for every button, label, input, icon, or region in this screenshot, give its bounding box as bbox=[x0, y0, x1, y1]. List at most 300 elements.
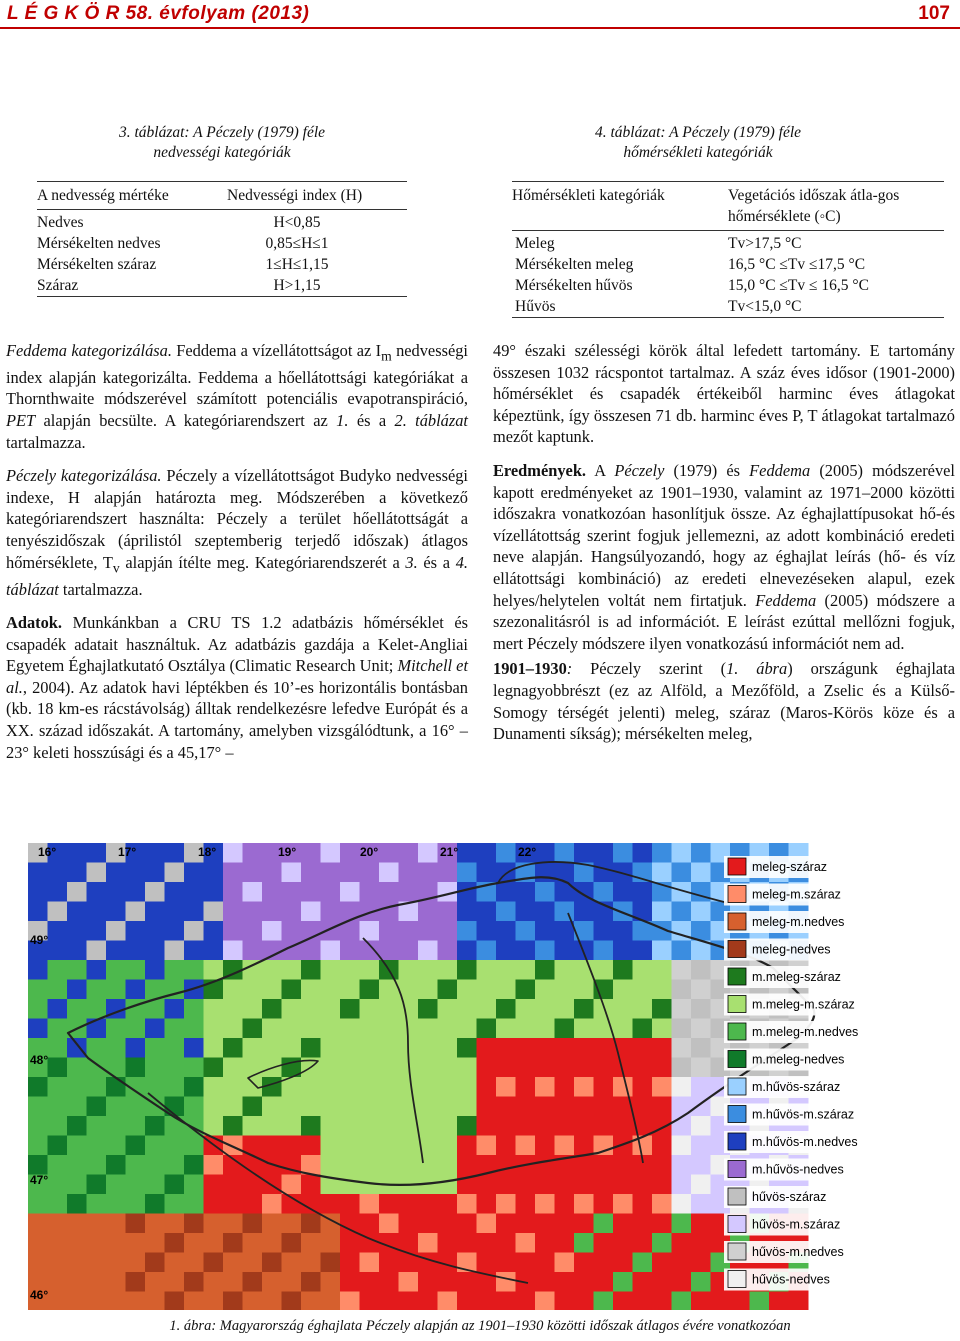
map-cell bbox=[672, 1253, 692, 1273]
map-cell bbox=[106, 902, 126, 922]
map-cell bbox=[379, 1253, 399, 1273]
map-cell bbox=[204, 960, 224, 980]
table-cell: Tv<15,0 °C bbox=[728, 296, 944, 318]
map-cell bbox=[477, 902, 497, 922]
map-cell bbox=[87, 1292, 107, 1311]
map-cell bbox=[418, 1019, 438, 1039]
map-cell bbox=[126, 1058, 146, 1078]
map-cell bbox=[672, 843, 692, 863]
figure-caption: 1. ábra: Magyarország éghajlata Péczely alapján az 1901–1930 közötti időszak átlagos évére vonatkozóan bbox=[169, 1318, 791, 1334]
table-cell: Meleg bbox=[515, 235, 555, 252]
map-cell bbox=[594, 1253, 614, 1273]
map-cell bbox=[496, 1097, 516, 1117]
map-cell bbox=[555, 960, 575, 980]
map-cell bbox=[165, 1272, 185, 1292]
map-cell bbox=[48, 1272, 68, 1292]
map-cell bbox=[165, 1292, 185, 1311]
map-cell bbox=[652, 1136, 672, 1156]
map-cell bbox=[457, 1292, 477, 1311]
map-cell bbox=[477, 921, 497, 941]
map-cell bbox=[165, 1233, 185, 1253]
map-cell bbox=[204, 1214, 224, 1234]
map-cell bbox=[672, 1136, 692, 1156]
map-cell bbox=[496, 941, 516, 961]
map-cell bbox=[223, 1038, 243, 1058]
map-cell bbox=[360, 1272, 380, 1292]
map-cell bbox=[555, 1292, 575, 1311]
map-cell bbox=[399, 941, 419, 961]
map-cell bbox=[457, 980, 477, 1000]
map-cell bbox=[204, 1292, 224, 1311]
map-cell bbox=[672, 902, 692, 922]
map-cell bbox=[360, 1253, 380, 1273]
legend-label: m.hűvös-m.száraz bbox=[752, 1107, 855, 1122]
map-cell bbox=[301, 960, 321, 980]
map-cell bbox=[516, 980, 536, 1000]
map-cell bbox=[477, 1292, 497, 1311]
map-cell bbox=[594, 1194, 614, 1214]
map-cell bbox=[438, 1272, 458, 1292]
map-cell bbox=[379, 999, 399, 1019]
map-cell bbox=[360, 1214, 380, 1234]
map-cell bbox=[204, 1077, 224, 1097]
map-cell bbox=[535, 1038, 555, 1058]
map-cell bbox=[262, 863, 282, 883]
map-cell bbox=[379, 1136, 399, 1156]
map-cell bbox=[223, 980, 243, 1000]
map-cell bbox=[87, 1097, 107, 1117]
map-cell bbox=[672, 1233, 692, 1253]
map-cell bbox=[652, 1233, 672, 1253]
map-cell bbox=[574, 1038, 594, 1058]
map-cell bbox=[379, 843, 399, 863]
map-cell bbox=[340, 1194, 360, 1214]
map-cell bbox=[340, 941, 360, 961]
map-cell bbox=[126, 1292, 146, 1311]
map-cell bbox=[379, 863, 399, 883]
map-cell bbox=[126, 1272, 146, 1292]
map-cell bbox=[340, 1292, 360, 1311]
map-cell bbox=[672, 1272, 692, 1292]
map-cell bbox=[555, 941, 575, 961]
map-cell bbox=[67, 1038, 87, 1058]
map-cell bbox=[223, 902, 243, 922]
map-cell bbox=[418, 1214, 438, 1234]
map-cell bbox=[48, 902, 68, 922]
map-cell bbox=[204, 941, 224, 961]
map-cell bbox=[633, 843, 653, 863]
map-cell bbox=[574, 902, 594, 922]
map-cell bbox=[301, 1019, 321, 1039]
map-cell bbox=[594, 1155, 614, 1175]
map-cell bbox=[555, 1038, 575, 1058]
map-cell bbox=[204, 999, 224, 1019]
map-cell bbox=[321, 843, 341, 863]
map-cell bbox=[477, 1058, 497, 1078]
map-cell bbox=[87, 1116, 107, 1136]
map-cell bbox=[594, 843, 614, 863]
map-cell bbox=[340, 1136, 360, 1156]
map-cell bbox=[204, 902, 224, 922]
table-row bbox=[37, 233, 407, 254]
map-cell bbox=[67, 863, 87, 883]
map-cell bbox=[438, 1175, 458, 1195]
table-cell: Mérsékelten száraz bbox=[37, 256, 157, 273]
map-cell bbox=[67, 1116, 87, 1136]
paragraph-feddema: Feddema kategorizálása. Feddema a vízellátottságot az $I_m$ nedvességi index alapján kategorizálta. Feddema a hőellátottsági kategóriákat a Thornthwaite módszerével számított potenciális evapotranspiráció, PET alapján becsülte. A kategóriarendszert az 1. és a 2. táblázat tartalmazza. bbox=[6, 341, 468, 452]
map-cell bbox=[535, 1116, 555, 1136]
map-cell bbox=[613, 1194, 633, 1214]
map-cell bbox=[204, 1038, 224, 1058]
map-cell bbox=[106, 1058, 126, 1078]
map-cell bbox=[418, 1253, 438, 1273]
map-cell bbox=[457, 1155, 477, 1175]
map-cell bbox=[87, 1253, 107, 1273]
map-cell bbox=[262, 1194, 282, 1214]
map-cell bbox=[340, 1233, 360, 1253]
map-cell bbox=[360, 882, 380, 902]
map-cell bbox=[106, 980, 126, 1000]
map-cell bbox=[360, 863, 380, 883]
map-cell bbox=[379, 1155, 399, 1175]
map-cell bbox=[691, 980, 711, 1000]
map-cell bbox=[301, 941, 321, 961]
map-cell bbox=[574, 999, 594, 1019]
map-cell bbox=[262, 882, 282, 902]
map-cell bbox=[574, 843, 594, 863]
map-cell bbox=[633, 1272, 653, 1292]
map-cell bbox=[184, 1116, 204, 1136]
map-cell bbox=[321, 1116, 341, 1136]
map-cell bbox=[262, 941, 282, 961]
legend-label: hűvös-nedves bbox=[752, 1272, 830, 1287]
map-cell bbox=[165, 1038, 185, 1058]
map-cell bbox=[243, 999, 263, 1019]
map-cell bbox=[457, 1214, 477, 1234]
map-cell bbox=[691, 1292, 711, 1311]
map-cell bbox=[106, 1233, 126, 1253]
legend-label: hűvös-m.nedves bbox=[752, 1245, 844, 1259]
map-cell bbox=[535, 960, 555, 980]
map-cell bbox=[730, 1292, 750, 1311]
map-cell bbox=[379, 1097, 399, 1117]
table-row bbox=[512, 231, 944, 255]
map-cell bbox=[477, 1038, 497, 1058]
map-cell bbox=[126, 1116, 146, 1136]
map-cell bbox=[204, 921, 224, 941]
legend-swatch bbox=[728, 1023, 746, 1040]
map-cell bbox=[321, 960, 341, 980]
map-cell bbox=[243, 902, 263, 922]
paragraph-adatok: Adatok. Munkánkban a CRU TS 1.2 adatbázis hőmérséklet és csapadék adatait használtuk. Az adatbázis gazdája a Kelet-Angliai Egyetem Éghajlatkutató Osztálya (Climatic Research Unit; Mitchell et al., 2004). Az adatok havi léptékben és 10’-es horizontális bontásban (kb. 18 km-es rácstávolság) álltak rendelkezésre lefedve Európát és a XX. század időszakát. A tartomány, amelyben vizsgálódtunk, a 16° – 23° keleti hosszúsági és a 45,17° – bbox=[6, 613, 468, 762]
map-cell bbox=[262, 1253, 282, 1273]
map-cell bbox=[184, 1038, 204, 1058]
map-cell bbox=[672, 1194, 692, 1214]
map-cell bbox=[301, 1136, 321, 1156]
map-cell bbox=[418, 980, 438, 1000]
map-cell bbox=[477, 1194, 497, 1214]
map-cell bbox=[418, 1292, 438, 1311]
map-cell bbox=[48, 1175, 68, 1195]
map-cell bbox=[262, 1136, 282, 1156]
running-header bbox=[0, 0, 960, 30]
map-cell bbox=[457, 863, 477, 883]
table-row bbox=[512, 254, 944, 275]
map-cell bbox=[145, 1253, 165, 1273]
map-cell bbox=[438, 1194, 458, 1214]
map-cell bbox=[321, 1253, 341, 1273]
map-cell bbox=[243, 980, 263, 1000]
map-cell bbox=[477, 980, 497, 1000]
map-cell bbox=[223, 1272, 243, 1292]
map-cell bbox=[87, 1077, 107, 1097]
map-cell bbox=[789, 1292, 809, 1311]
map-cell bbox=[477, 1136, 497, 1156]
map-cell bbox=[633, 1175, 653, 1195]
map-cell bbox=[613, 1233, 633, 1253]
map-cell bbox=[282, 980, 302, 1000]
map-cell bbox=[516, 1175, 536, 1195]
map-cell bbox=[496, 1175, 516, 1195]
legend-label: m.hűvös-m.nedves bbox=[752, 1135, 858, 1149]
map-cell bbox=[243, 1038, 263, 1058]
map-cell bbox=[633, 1077, 653, 1097]
map-cell bbox=[184, 902, 204, 922]
map-cell bbox=[301, 882, 321, 902]
map-cell bbox=[613, 1292, 633, 1311]
map-cell bbox=[418, 1233, 438, 1253]
map-cell bbox=[87, 1038, 107, 1058]
map-cell bbox=[496, 1077, 516, 1097]
map-cell bbox=[555, 1175, 575, 1195]
map-cell bbox=[672, 1214, 692, 1234]
map-cell bbox=[516, 960, 536, 980]
map-cell bbox=[555, 1116, 575, 1136]
map-cell bbox=[340, 1038, 360, 1058]
map-cell bbox=[301, 1116, 321, 1136]
map-cell bbox=[457, 941, 477, 961]
table-cell: 15,0 °C ≤Tv ≤ 16,5 °C bbox=[728, 277, 869, 294]
map-cell bbox=[691, 882, 711, 902]
map-cell bbox=[691, 1136, 711, 1156]
map-cell bbox=[184, 1214, 204, 1234]
map-cell bbox=[282, 1038, 302, 1058]
map-cell bbox=[516, 941, 536, 961]
map-cell bbox=[535, 980, 555, 1000]
map-cell bbox=[301, 1292, 321, 1311]
map-cell bbox=[633, 1019, 653, 1039]
map-cell bbox=[165, 960, 185, 980]
map-cell bbox=[535, 1058, 555, 1078]
map-cell bbox=[126, 902, 146, 922]
map-cell bbox=[28, 902, 48, 922]
map-cell bbox=[438, 1136, 458, 1156]
map-cell bbox=[672, 1175, 692, 1195]
map-cell bbox=[48, 1136, 68, 1156]
map-cell bbox=[438, 921, 458, 941]
map-cell bbox=[555, 1077, 575, 1097]
map-cell bbox=[496, 1272, 516, 1292]
page-number: 107 bbox=[918, 3, 950, 24]
left-column bbox=[6, 340, 468, 763]
map-cell bbox=[184, 882, 204, 902]
map-cell bbox=[28, 1194, 48, 1214]
map-cell bbox=[399, 882, 419, 902]
map-cell bbox=[457, 902, 477, 922]
map-cell bbox=[340, 1272, 360, 1292]
map-cell bbox=[418, 843, 438, 863]
map-cell bbox=[165, 1253, 185, 1273]
map-cell bbox=[223, 863, 243, 883]
map-cell bbox=[535, 1214, 555, 1234]
map-cell bbox=[652, 1292, 672, 1311]
map-cell bbox=[301, 1038, 321, 1058]
map-cell bbox=[67, 941, 87, 961]
map-cell bbox=[282, 863, 302, 883]
map-cell bbox=[145, 1233, 165, 1253]
map-cell bbox=[165, 1194, 185, 1214]
map-cell bbox=[301, 1194, 321, 1214]
map-cell bbox=[321, 1233, 341, 1253]
map-cell bbox=[106, 1272, 126, 1292]
map-cell bbox=[360, 980, 380, 1000]
map-cell bbox=[145, 1194, 165, 1214]
map-cell bbox=[477, 1116, 497, 1136]
map-cell bbox=[574, 980, 594, 1000]
map-cell bbox=[67, 960, 87, 980]
legend-label: m.meleg-m.száraz bbox=[752, 997, 855, 1012]
map-cell bbox=[496, 1292, 516, 1311]
map-cell bbox=[28, 1077, 48, 1097]
map-cell bbox=[613, 1214, 633, 1234]
legend-label: m.meleg-nedves bbox=[752, 1052, 845, 1067]
map-cell bbox=[87, 1155, 107, 1175]
map-cell bbox=[223, 1175, 243, 1195]
map-cell bbox=[613, 980, 633, 1000]
map-cell bbox=[301, 863, 321, 883]
table-header: Hőmérsékleti kategóriák bbox=[512, 182, 728, 231]
map-cell bbox=[67, 1194, 87, 1214]
legend-label: meleg-m.száraz bbox=[752, 887, 841, 902]
map-cell bbox=[438, 1058, 458, 1078]
map-cell bbox=[691, 1038, 711, 1058]
map-cell bbox=[48, 863, 68, 883]
map-cell bbox=[184, 1292, 204, 1311]
table-cell: Mérsékelten nedves bbox=[37, 235, 161, 252]
map-cell bbox=[282, 999, 302, 1019]
map-cell bbox=[535, 882, 555, 902]
map-cell bbox=[67, 921, 87, 941]
map-cell bbox=[301, 1175, 321, 1195]
map-cell bbox=[145, 941, 165, 961]
map-cell bbox=[691, 999, 711, 1019]
map-cell bbox=[496, 980, 516, 1000]
map-cell bbox=[204, 1116, 224, 1136]
map-cell bbox=[145, 882, 165, 902]
map-cell bbox=[477, 941, 497, 961]
map-cell bbox=[613, 843, 633, 863]
legend-swatch bbox=[728, 1161, 746, 1178]
map-cell bbox=[126, 863, 146, 883]
map-cell bbox=[379, 1019, 399, 1039]
map-cell bbox=[106, 863, 126, 883]
map-cell bbox=[535, 1077, 555, 1097]
map-cell bbox=[67, 1272, 87, 1292]
map-cell bbox=[48, 1292, 68, 1311]
map-cell bbox=[106, 1136, 126, 1156]
map-cell bbox=[594, 1077, 614, 1097]
map-cell bbox=[321, 1077, 341, 1097]
map-cell bbox=[535, 902, 555, 922]
map-cell bbox=[769, 1292, 789, 1311]
map-cell bbox=[87, 843, 107, 863]
map-cell bbox=[28, 1155, 48, 1175]
map-cell bbox=[106, 882, 126, 902]
table-row bbox=[37, 254, 407, 275]
map-cell bbox=[594, 921, 614, 941]
legend-label: hűvös-száraz bbox=[752, 1190, 827, 1204]
map-cell bbox=[243, 1097, 263, 1117]
map-cell bbox=[262, 960, 282, 980]
longitude-label: 22° bbox=[518, 845, 537, 859]
map-cell bbox=[106, 941, 126, 961]
map-cell bbox=[574, 1097, 594, 1117]
map-cell bbox=[360, 1155, 380, 1175]
map-cell bbox=[145, 843, 165, 863]
map-cell bbox=[652, 1038, 672, 1058]
map-cell bbox=[340, 960, 360, 980]
map-cell bbox=[633, 1038, 653, 1058]
map-cell bbox=[301, 980, 321, 1000]
map-cell bbox=[145, 1175, 165, 1195]
map-cell bbox=[691, 843, 711, 863]
table-row bbox=[37, 275, 407, 297]
map-cell bbox=[633, 941, 653, 961]
map-cell bbox=[301, 843, 321, 863]
map-cell bbox=[496, 921, 516, 941]
map-cell bbox=[340, 1019, 360, 1039]
map-cell bbox=[282, 1272, 302, 1292]
map-cell bbox=[672, 1019, 692, 1039]
map-cell bbox=[496, 999, 516, 1019]
map-cell bbox=[340, 1175, 360, 1195]
map-cell bbox=[321, 1097, 341, 1117]
map-cell bbox=[574, 1116, 594, 1136]
map-cell bbox=[106, 1292, 126, 1311]
map-cell bbox=[262, 1077, 282, 1097]
map-cell bbox=[126, 882, 146, 902]
map-cell bbox=[516, 1136, 536, 1156]
map-cell bbox=[165, 941, 185, 961]
map-cell bbox=[106, 1038, 126, 1058]
map-cell bbox=[67, 1136, 87, 1156]
map-cell bbox=[28, 1097, 48, 1117]
map-cell bbox=[243, 843, 263, 863]
map-cell bbox=[321, 1272, 341, 1292]
map-cell bbox=[574, 1077, 594, 1097]
map-cell bbox=[243, 1233, 263, 1253]
map-cell bbox=[106, 1253, 126, 1273]
map-cell bbox=[48, 1019, 68, 1039]
legend-label: m.meleg-száraz bbox=[752, 970, 841, 984]
map-cell bbox=[184, 1136, 204, 1156]
map-cell bbox=[48, 1233, 68, 1253]
map-cell bbox=[223, 1077, 243, 1097]
map-cell bbox=[321, 1136, 341, 1156]
map-cell bbox=[594, 1233, 614, 1253]
legend-swatch bbox=[728, 968, 746, 985]
map-cell bbox=[613, 1253, 633, 1273]
